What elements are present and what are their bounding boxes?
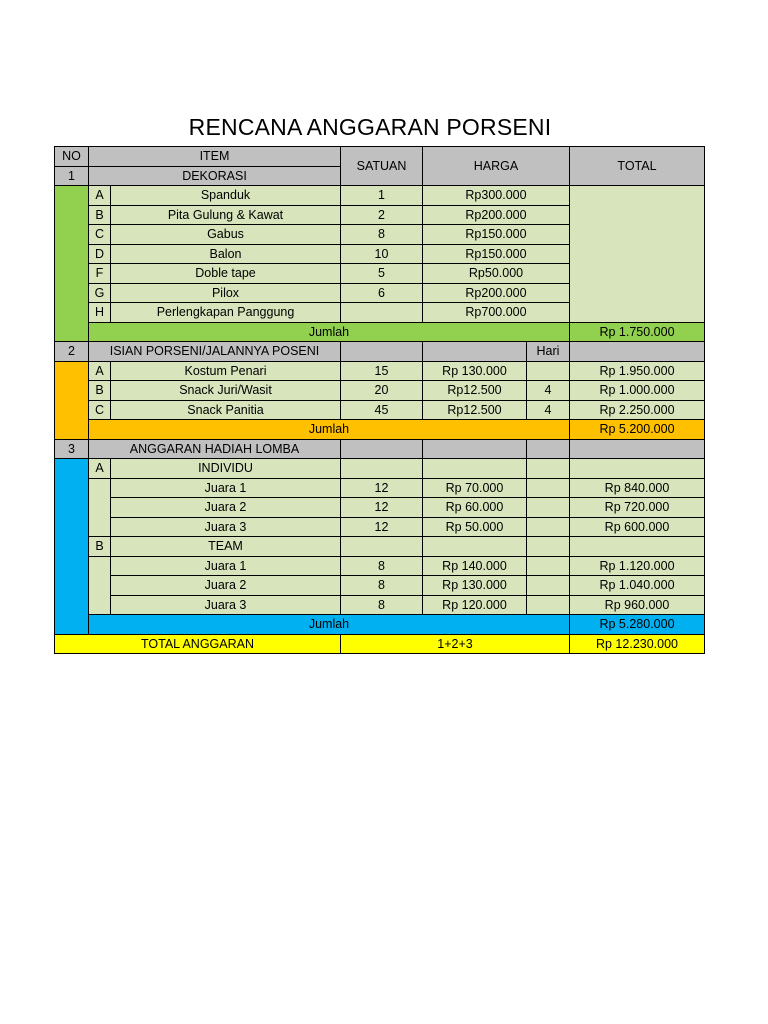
section2-jumlah-total: Rp 5.200.000	[570, 420, 705, 440]
blank-cell	[527, 556, 570, 576]
row-satuan: 8	[341, 556, 423, 576]
section2-jumlah-label: Jumlah	[89, 420, 570, 440]
row-harga: Rp12.500	[423, 381, 527, 401]
group-a-code-blank	[89, 478, 111, 537]
section2-no: 2	[55, 342, 89, 362]
row-item: Perlengkapan Panggung	[111, 303, 341, 323]
header-harga: HARGA	[423, 147, 570, 186]
row-code: A	[89, 361, 111, 381]
row-item: Spanduk	[111, 186, 341, 206]
row-total: Rp 2.250.000	[570, 400, 705, 420]
table-row	[55, 186, 705, 206]
row-item: Juara 2	[111, 576, 341, 596]
row-code: H	[89, 303, 111, 323]
section3-title: ANGGARAN HADIAH LOMBA	[89, 439, 341, 459]
row-total: Rp 1.120.000	[570, 556, 705, 576]
row-code: C	[89, 225, 111, 245]
row-item: Kostum Penari	[111, 361, 341, 381]
table-row	[55, 517, 705, 537]
section2-jumlah-row	[55, 420, 705, 440]
group-b-label: TEAM	[111, 537, 341, 557]
blank-cell	[527, 517, 570, 537]
row-item: Juara 3	[111, 595, 341, 615]
blank-cell	[527, 595, 570, 615]
row-satuan: 5	[341, 264, 423, 284]
blank-cell	[423, 537, 527, 557]
header-no: NO	[55, 147, 89, 167]
row-hari	[527, 361, 570, 381]
row-satuan: 15	[341, 361, 423, 381]
section3-jumlah-row	[55, 615, 705, 635]
section1-no: 1	[55, 166, 89, 186]
row-item: Juara 2	[111, 498, 341, 518]
row-item: Snack Panitia	[111, 400, 341, 420]
row-satuan: 8	[341, 576, 423, 596]
blank-cell	[527, 498, 570, 518]
row-harga: Rp700.000	[423, 303, 570, 323]
row-item: Juara 1	[111, 478, 341, 498]
row-total: Rp 840.000	[570, 478, 705, 498]
grand-total-label: TOTAL ANGGARAN	[55, 634, 341, 654]
blank-cell	[423, 459, 527, 479]
table-row	[55, 478, 705, 498]
row-hari: 4	[527, 381, 570, 401]
section2-color-band	[55, 361, 89, 439]
row-item: Pilox	[111, 283, 341, 303]
section3-color-band	[55, 459, 89, 635]
row-total: Rp 720.000	[570, 498, 705, 518]
section3-blank-hari	[527, 439, 570, 459]
section1-jumlah-label: Jumlah	[89, 322, 570, 342]
row-total: Rp 600.000	[570, 517, 705, 537]
row-harga: Rp 130.000	[423, 576, 527, 596]
header-satuan: SATUAN	[341, 147, 423, 186]
blank-cell	[570, 537, 705, 557]
budget-table	[54, 146, 705, 654]
section2-hari-label: Hari	[527, 342, 570, 362]
blank-cell	[527, 576, 570, 596]
section2-blank-harga	[423, 342, 527, 362]
row-code: A	[89, 186, 111, 206]
table-row	[55, 381, 705, 401]
section3-no: 3	[55, 439, 89, 459]
row-harga: Rp200.000	[423, 283, 570, 303]
row-satuan: 2	[341, 205, 423, 225]
row-code: G	[89, 283, 111, 303]
blank-cell	[570, 459, 705, 479]
section3-jumlah-label: Jumlah	[89, 615, 570, 635]
section3-blank-satuan	[341, 439, 423, 459]
group-a-row	[55, 459, 705, 479]
group-b-code: B	[89, 537, 111, 557]
table-row	[55, 361, 705, 381]
row-total: Rp 1.040.000	[570, 576, 705, 596]
table-row	[55, 595, 705, 615]
section1-jumlah-row	[55, 322, 705, 342]
row-harga: Rp 50.000	[423, 517, 527, 537]
section2-title-row	[55, 342, 705, 362]
row-satuan: 8	[341, 595, 423, 615]
row-harga: Rp150.000	[423, 244, 570, 264]
row-satuan: 45	[341, 400, 423, 420]
blank-cell	[341, 537, 423, 557]
group-b-code-blank	[89, 556, 111, 615]
blank-cell	[527, 537, 570, 557]
blank-cell	[341, 459, 423, 479]
row-harga: Rp 120.000	[423, 595, 527, 615]
section3-title-row	[55, 439, 705, 459]
row-item: Juara 3	[111, 517, 341, 537]
row-total: Rp 1.000.000	[570, 381, 705, 401]
row-harga: Rp 70.000	[423, 478, 527, 498]
table-row	[55, 576, 705, 596]
section1-title: DEKORASI	[89, 166, 341, 186]
row-item: Gabus	[111, 225, 341, 245]
section2-blank-satuan	[341, 342, 423, 362]
section2-blank-total	[570, 342, 705, 362]
row-code: B	[89, 381, 111, 401]
row-satuan	[341, 303, 423, 323]
group-a-label: INDIVIDU	[111, 459, 341, 479]
grand-total-formula: 1+2+3	[341, 634, 570, 654]
page-title: RENCANA ANGGARAN PORSENI	[188, 114, 552, 140]
header-item: ITEM	[89, 147, 341, 167]
row-code: F	[89, 264, 111, 284]
header-row	[55, 147, 705, 167]
row-satuan: 12	[341, 498, 423, 518]
table-row	[55, 556, 705, 576]
row-satuan: 12	[341, 478, 423, 498]
blank-cell	[527, 478, 570, 498]
section2-title: ISIAN PORSENI/JALANNYA POSENI	[89, 342, 341, 362]
row-item: Doble tape	[111, 264, 341, 284]
row-satuan: 8	[341, 225, 423, 245]
row-satuan: 1	[341, 186, 423, 206]
row-harga: Rp 130.000	[423, 361, 527, 381]
row-item: Balon	[111, 244, 341, 264]
blank-cell	[527, 459, 570, 479]
row-satuan: 12	[341, 517, 423, 537]
grand-total-value: Rp 12.230.000	[570, 634, 705, 654]
section3-blank-harga	[423, 439, 527, 459]
grand-total-row	[55, 634, 705, 654]
row-total: Rp 960.000	[570, 595, 705, 615]
row-harga: Rp 140.000	[423, 556, 527, 576]
row-code: B	[89, 205, 111, 225]
row-item: Pita Gulung & Kawat	[111, 205, 341, 225]
row-satuan: 20	[341, 381, 423, 401]
row-hari: 4	[527, 400, 570, 420]
row-item: Juara 1	[111, 556, 341, 576]
section3-jumlah-total: Rp 5.280.000	[570, 615, 705, 635]
section1-color-band	[55, 186, 89, 342]
section3-blank-total	[570, 439, 705, 459]
header-total: TOTAL	[570, 147, 705, 186]
row-harga: Rp12.500	[423, 400, 527, 420]
section1-total-blank	[570, 186, 705, 323]
row-harga: Rp200.000	[423, 205, 570, 225]
group-a-code: A	[89, 459, 111, 479]
group-b-row	[55, 537, 705, 557]
row-item: Snack Juri/Wasit	[111, 381, 341, 401]
table-row	[55, 400, 705, 420]
section1-jumlah-total: Rp 1.750.000	[570, 322, 705, 342]
row-harga: Rp 60.000	[423, 498, 527, 518]
row-harga: Rp300.000	[423, 186, 570, 206]
row-harga: Rp50.000	[423, 264, 570, 284]
row-harga: Rp150.000	[423, 225, 570, 245]
row-total: Rp 1.950.000	[570, 361, 705, 381]
table-row	[55, 498, 705, 518]
row-satuan: 10	[341, 244, 423, 264]
row-code: C	[89, 400, 111, 420]
row-code: D	[89, 244, 111, 264]
row-satuan: 6	[341, 283, 423, 303]
